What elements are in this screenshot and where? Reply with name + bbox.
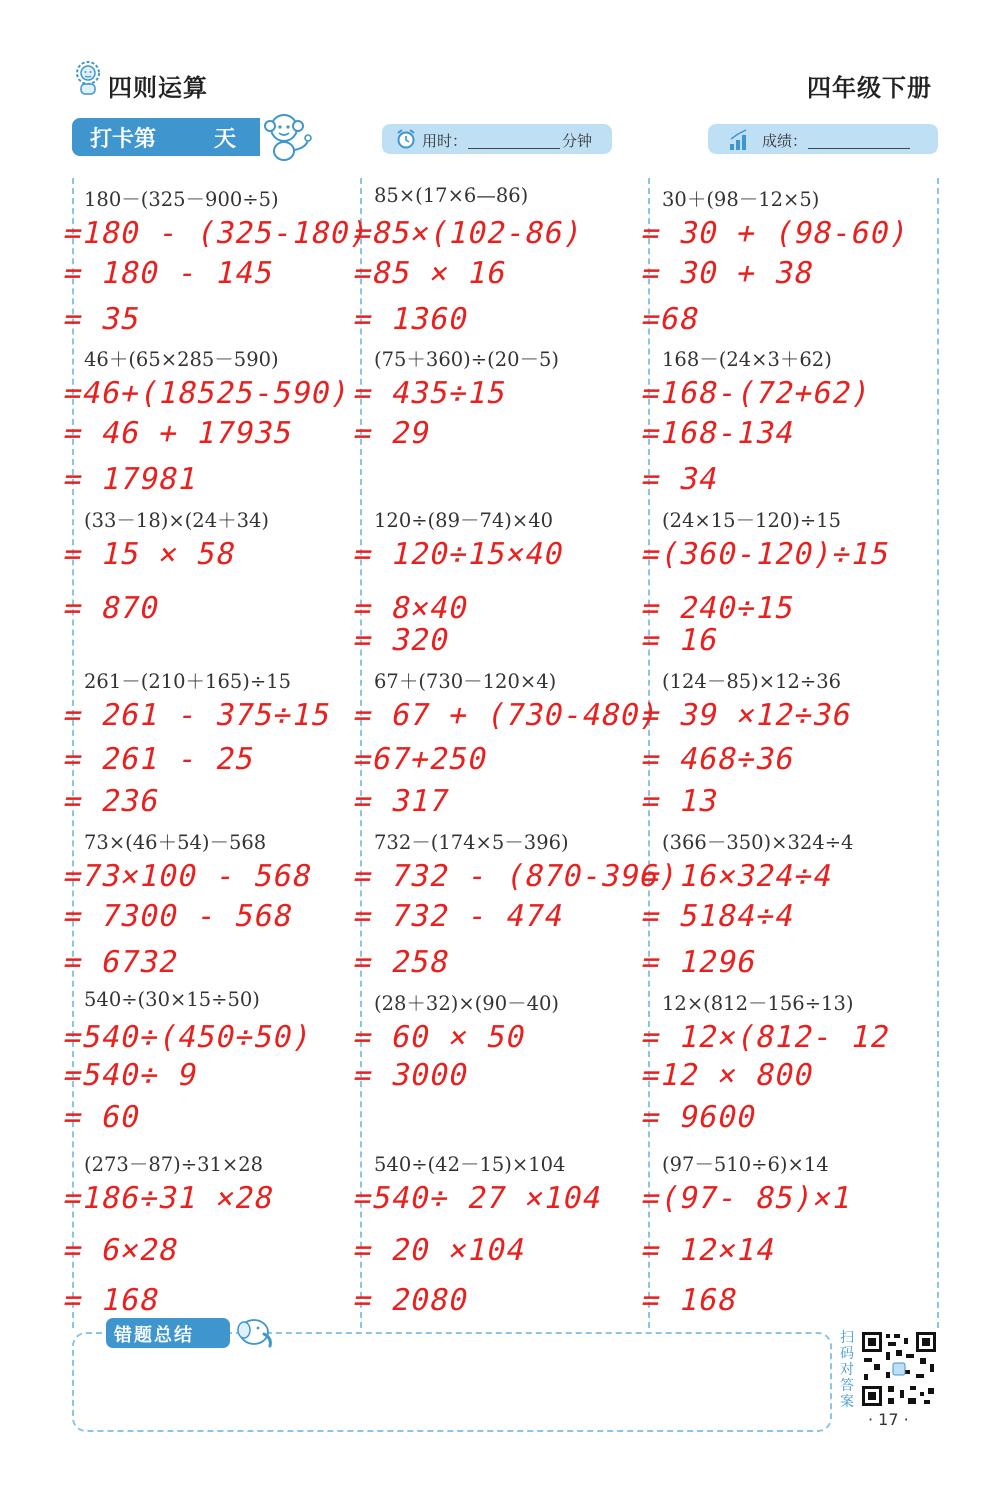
handwritten-step: = 7300 - 568 <box>60 899 297 934</box>
alarm-clock-icon <box>396 128 416 150</box>
handwritten-step: = 240÷15 <box>638 591 799 626</box>
problem-expression: 73×(46＋54)－568 <box>84 831 267 854</box>
handwritten-step: = 236 <box>60 784 164 819</box>
handwritten-step: = 870 <box>60 591 164 626</box>
time-input-line[interactable] <box>468 148 560 149</box>
handwritten-step: = 261 - 375÷15 <box>60 698 335 733</box>
handwritten-step: =540÷(450÷50) <box>60 1020 316 1055</box>
bar-chart-icon <box>728 128 750 152</box>
grade-title: 四年级下册 <box>807 74 932 102</box>
handwritten-step: = 20 ×104 <box>350 1233 530 1268</box>
handwritten-step: =186÷31 ×28 <box>60 1181 278 1216</box>
monkey-mascot-icon <box>258 110 314 164</box>
handwritten-step: = 34 <box>638 462 722 497</box>
problem-expression: (97－510÷6)×14 <box>662 1153 829 1176</box>
problem-expression: 261－(210＋165)÷15 <box>84 670 292 693</box>
scan-answer-label: 扫码对答案 <box>840 1330 854 1410</box>
handwritten-step: = 12×(812- 12 <box>638 1020 894 1055</box>
handwritten-step: = 732 - 474 <box>350 899 568 934</box>
time-label: 用时： <box>422 132 468 150</box>
handwritten-step: = 2080 <box>350 1283 473 1318</box>
handwritten-step: = 1296 <box>638 945 761 980</box>
problem-expression: 180－(325－900÷5) <box>84 188 279 211</box>
handwritten-step: = 120÷15×40 <box>350 537 568 572</box>
handwritten-step: =540÷ 9 <box>60 1058 202 1093</box>
handwritten-step: = 60 × 50 <box>350 1020 530 1055</box>
handwritten-step: =85 × 16 <box>350 256 511 291</box>
problem-expression: 12×(812－156÷13) <box>662 992 854 1015</box>
handwritten-step: =168-134 <box>638 416 799 451</box>
handwritten-step: = 13 <box>638 784 722 819</box>
handwritten-step: = 15 × 58 <box>60 537 240 572</box>
handwritten-step: = 5184÷4 <box>638 899 799 934</box>
handwritten-step: =540÷ 27 ×104 <box>350 1181 606 1216</box>
handwritten-step: = 60 <box>60 1100 144 1135</box>
problem-expression: (28＋32)×(90－40) <box>374 992 560 1015</box>
problem-expression: 120÷(89－74)×40 <box>374 509 554 532</box>
checkin-day-label: 天 <box>214 127 237 152</box>
handwritten-step: = 16×324÷4 <box>638 859 837 894</box>
handwritten-step: = 6×28 <box>60 1233 183 1268</box>
handwritten-step: =180 - (325-180) <box>60 216 373 251</box>
handwritten-step: =46+(18525-590) <box>60 376 354 411</box>
handwritten-step: = 1360 <box>350 302 473 337</box>
handwritten-step: = 320 <box>350 623 454 658</box>
problem-expression: (75＋360)÷(20－5) <box>374 348 560 371</box>
handwritten-step: = 6732 <box>60 945 183 980</box>
elephant-mascot-icon <box>230 1312 278 1352</box>
subject-title: 四则运算 <box>108 74 208 102</box>
problem-expression: (33－18)×(24＋34) <box>84 509 270 532</box>
handwritten-step: = 180 - 145 <box>60 256 278 291</box>
problem-expression: (24×15－120)÷15 <box>662 509 842 532</box>
handwritten-step: = 30 + 38 <box>638 256 818 291</box>
handwritten-step: = 317 <box>350 784 454 819</box>
score-label: 成绩： <box>762 132 808 150</box>
qr-code-icon[interactable] <box>860 1330 938 1408</box>
handwritten-step: = 168 <box>638 1283 742 1318</box>
problem-expression: 540÷(30×15÷50) <box>84 988 260 1011</box>
handwritten-step: = 435÷15 <box>350 376 511 411</box>
problem-expression: 540÷(42－15)×104 <box>374 1153 566 1176</box>
handwritten-step: = 30 + (98-60) <box>638 216 913 251</box>
handwritten-step: = 12×14 <box>638 1233 780 1268</box>
problem-expression: 30＋(98－12×5) <box>662 188 820 211</box>
handwritten-step: = 261 - 25 <box>60 742 259 777</box>
handwritten-step: = 9600 <box>638 1100 761 1135</box>
handwritten-step: = 67 + (730-480) <box>350 698 663 733</box>
handwritten-step: = 46 + 17935 <box>60 416 297 451</box>
problem-expression: (366－350)×324÷4 <box>662 831 854 854</box>
handwritten-step: =73×100 - 568 <box>60 859 316 894</box>
handwritten-step: = 29 <box>350 416 434 451</box>
handwritten-step: = 35 <box>60 302 144 337</box>
score-input-line[interactable] <box>808 148 910 149</box>
handwritten-step: =68 <box>638 302 703 337</box>
right-border-line <box>937 178 939 1328</box>
handwritten-step: = 258 <box>350 945 454 980</box>
time-unit-label: 分钟 <box>562 132 593 150</box>
problem-expression: 85×(17×6—86) <box>374 184 529 207</box>
handwritten-step: =(360-120)÷15 <box>638 537 894 572</box>
page-number: · 17 · <box>868 1410 909 1429</box>
problem-expression: 46＋(65×285－590) <box>84 348 279 371</box>
problem-expression: (124－85)×12÷36 <box>662 670 842 693</box>
handwritten-step: = 16 <box>638 623 722 658</box>
handwritten-step: = 8×40 <box>350 591 473 626</box>
handwritten-step: = 732 - (870-396) <box>350 859 682 894</box>
handwritten-step: = 39 ×12÷36 <box>638 698 856 733</box>
handwritten-step: =(97- 85)×1 <box>638 1181 856 1216</box>
handwritten-step: = 3000 <box>350 1058 473 1093</box>
handwritten-step: =85×(102-86) <box>350 216 587 251</box>
handwritten-step: = 468÷36 <box>638 742 799 777</box>
problem-expression: 168－(24×3＋62) <box>662 348 832 371</box>
handwritten-step: =12 × 800 <box>638 1058 818 1093</box>
problem-expression: (273－87)÷31×28 <box>84 1153 264 1176</box>
lion-mascot-icon <box>72 60 104 96</box>
handwritten-step: =67+250 <box>350 742 492 777</box>
handwritten-step: = 17981 <box>60 462 202 497</box>
summary-label: 错题总结 <box>114 1325 194 1346</box>
handwritten-step: =168-(72+62) <box>638 376 875 411</box>
handwritten-step: = 168 <box>60 1283 164 1318</box>
checkin-label: 打卡第 <box>90 127 157 152</box>
problem-expression: 732－(174×5－396) <box>374 831 569 854</box>
problem-expression: 67＋(730－120×4) <box>374 670 557 693</box>
